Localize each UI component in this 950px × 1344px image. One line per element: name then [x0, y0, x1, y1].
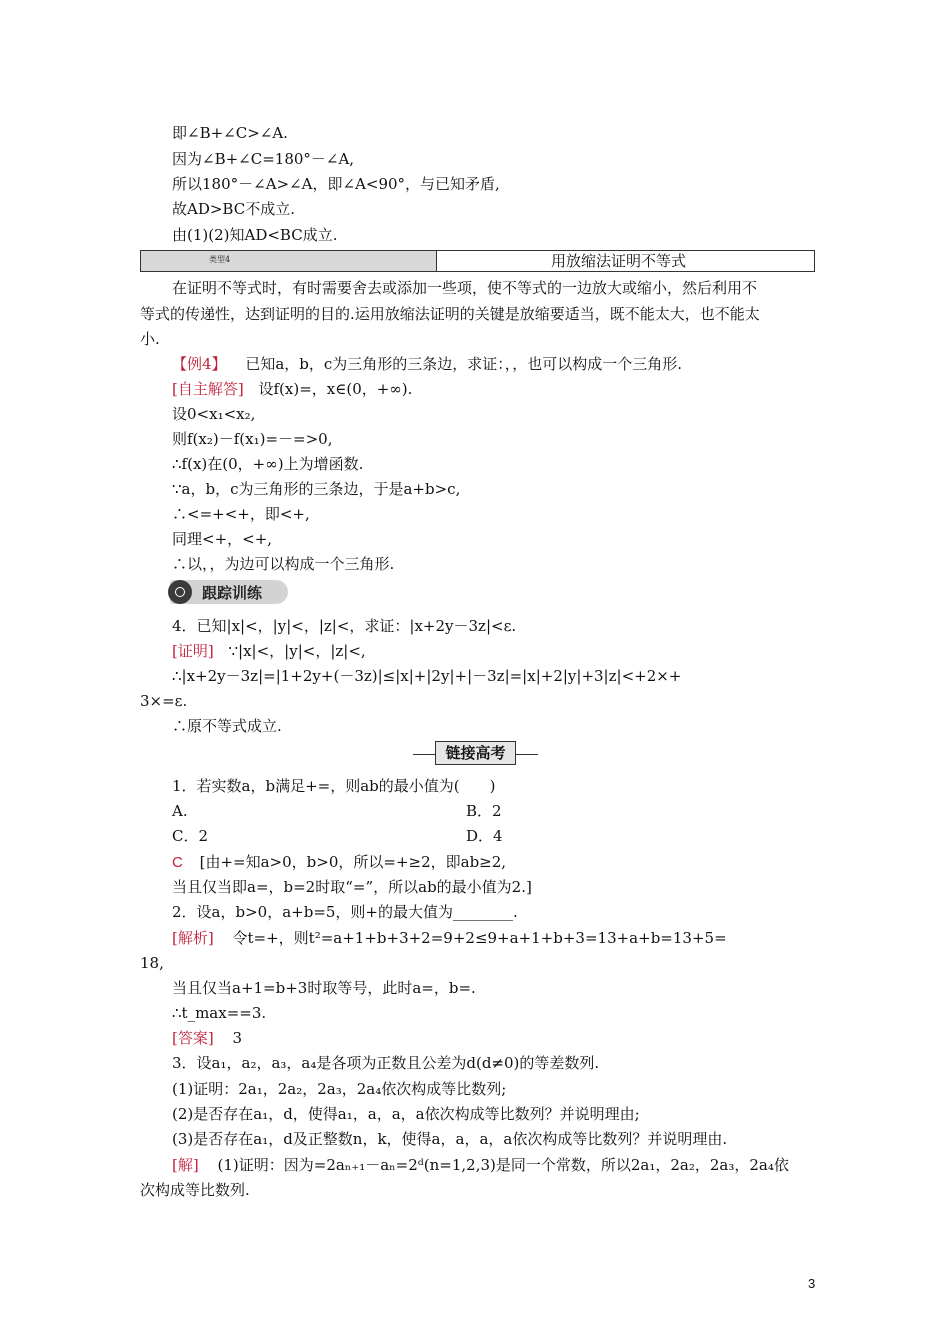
training-badge-label: 跟踪训练: [202, 584, 263, 602]
proof-line: 故AD>BC不成立.: [172, 200, 295, 218]
example-text: 已知a，b，c为三角形的三条边，求证：，，也可以构成一个三角形.: [245, 355, 683, 373]
q3-part: (1)证明：2a₁，2a₂，2a₃，2a₄依次构成等比数列;: [172, 1080, 507, 1098]
type-tag: [141, 251, 437, 271]
q1-option-a: A.: [172, 802, 188, 820]
training-badge: [170, 580, 288, 604]
header-rule-left: [413, 754, 435, 755]
solution-line: 同理<+，<+,: [172, 530, 273, 548]
q1-answer-text: [由+=知a>0，b>0，所以=+≥2，即ab≥2,: [199, 853, 507, 871]
q2-analysis-first: [172, 928, 727, 948]
exercise-proof-line: ∴|x+2y－3z|=|1+2y+(－3z)|≤|x|+|2y|+|－3z|=|x|+2|y|+3|z|<+2×+: [172, 667, 682, 685]
solution-text: 设f(x)=，x∈(0，+∞).: [258, 380, 413, 398]
q1-stem: 1．若实数a，b满足+=，则ab的最小值为( ): [172, 777, 496, 795]
target-icon: [168, 580, 192, 604]
solution-line: 则f(x₂)－f(x₁)=－=>0,: [172, 430, 333, 448]
q1-option-d: D．4: [466, 827, 503, 845]
answer-value: 3: [232, 1029, 243, 1047]
intro-line: 在证明不等式时，有时需要舍去或添加一些项，使不等式的一边放大或缩小，然后利用不: [172, 279, 758, 297]
proof-line: 因为∠B+∠C=180°－∠A,: [172, 150, 355, 168]
q3-stem: 3．设a₁，a₂，a₃，a₄是各项为正数且公差为d(d≠0)的等差数列.: [172, 1054, 600, 1072]
solution-first-line: [172, 379, 412, 399]
example-statement: [172, 354, 682, 374]
intro-line: 小.: [140, 330, 160, 348]
solution-line: 设0<x₁<x₂,: [172, 405, 256, 423]
q3-part: (2)是否存在a₁，d，使得a₁，a，a，a依次构成等比数列？并说明理由;: [172, 1105, 640, 1123]
q3-solution-first: [172, 1155, 789, 1175]
link-header: [413, 741, 538, 767]
proof-text: ∵|x|<，|y|<，|z|<,: [228, 642, 366, 660]
q3-part: (3)是否存在a₁，d及正整数n，k，使得a，a，a，a依次构成等比数列？并说明理由.: [172, 1130, 728, 1148]
solution-line: ∴<=+<+，即<+,: [172, 505, 310, 523]
section-type-header: [140, 250, 815, 272]
type-tag-label: 类型4: [209, 255, 231, 264]
solution-line: ∴f(x)在(0，+∞)上为增函数.: [172, 455, 364, 473]
solution-text: (1)证明：因为=2aₙ₊₁－aₙ=2ᵈ(n=1,2,3)是同一个常数，所以2a₁，2a₂，2a₃，2a₄依: [217, 1156, 789, 1174]
q3-solution-line: 次构成等比数列.: [140, 1181, 250, 1199]
q2-stem: 2．设a，b>0，a+b=5，则+的最大值为________.: [172, 903, 518, 921]
intro-line: 等式的传递性，达到证明的目的.运用放缩法证明的关键是放缩要适当，既不能太大，也不能太: [140, 305, 760, 323]
exercise-question: 4．已知|x|<，|y|<，|z|<，求证：|x+2y－3z|<ε.: [172, 617, 517, 635]
page-number: 3: [808, 1276, 816, 1291]
link-header-label: 链接高考: [435, 741, 516, 765]
exercise-proof-first: [172, 641, 366, 661]
q1-option-c: C．2: [172, 827, 209, 845]
q1-option-b: B．2: [466, 802, 502, 820]
answer-label: [答案]: [172, 1029, 214, 1047]
example-label: 【例4】: [172, 355, 227, 373]
proof-label: [证明]: [172, 642, 214, 660]
exercise-proof-line: 3×=ε.: [140, 692, 188, 710]
q2-analysis-line: 18,: [140, 954, 164, 972]
q1-answer-line: [172, 852, 506, 873]
q1-answer-line2: 当且仅当即a=，b=2时取“=”，所以ab的最小值为2.]: [172, 878, 532, 896]
q1-answer-letter: C: [172, 854, 183, 871]
analysis-label: [解析]: [172, 929, 214, 947]
solution-label: [自主解答]: [172, 380, 244, 398]
solution-label: [解]: [172, 1156, 199, 1174]
q2-analysis-line: ∴t_max==3.: [172, 1004, 267, 1022]
q2-analysis-line: 当且仅当a+1=b+3时取等号，此时a=，b=.: [172, 979, 476, 997]
exercise-proof-line: ∴原不等式成立.: [172, 717, 282, 735]
header-rule-right: [516, 754, 538, 755]
section-title: 用放缩法证明不等式: [551, 252, 687, 270]
solution-line: ∴以，，为边可以构成一个三角形.: [172, 555, 395, 573]
analysis-text: 令t=+，则t²=a+1+b+3+2=9+2≤9+a+1+b+3=13+a+b=13+5=: [232, 929, 727, 947]
solution-line: ∵a，b，c为三角形的三条边，于是a+b>c,: [172, 480, 461, 498]
q2-answer: [172, 1028, 242, 1048]
proof-line: 即∠B+∠C>∠A.: [172, 124, 288, 142]
proof-line: 由(1)(2)知AD<BC成立.: [172, 226, 338, 244]
proof-line: 所以180°－∠A>∠A，即∠A<90°，与已知矛盾,: [172, 175, 500, 193]
